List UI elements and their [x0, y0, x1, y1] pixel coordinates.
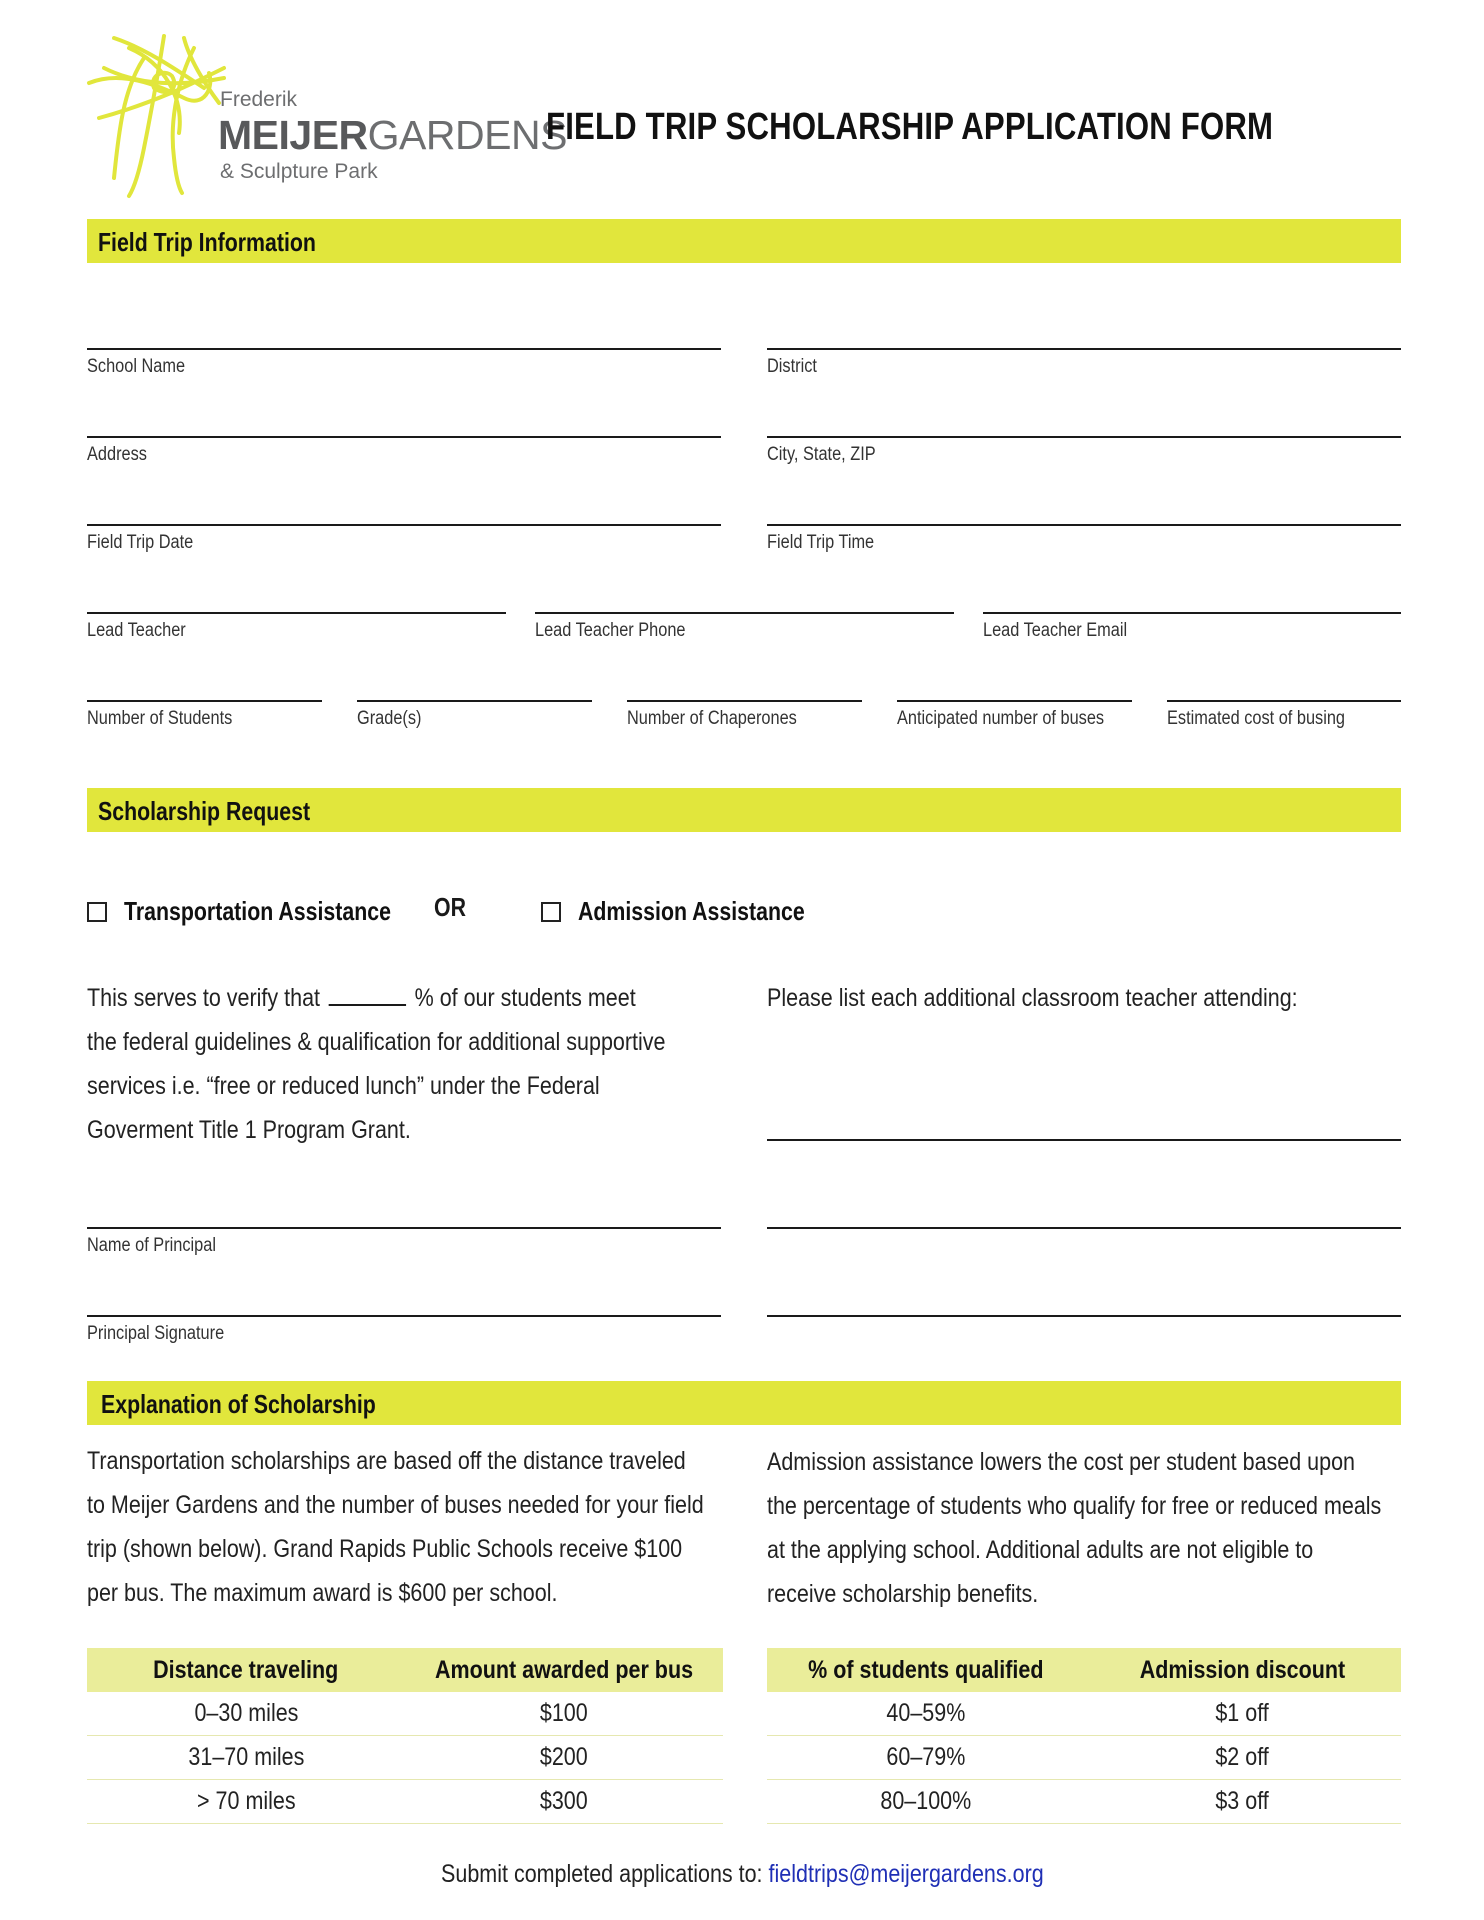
section-header-scholarship-request — [87, 788, 1401, 832]
section-title: Field Trip Information — [98, 227, 316, 257]
field-label: Anticipated number of buses — [897, 708, 1105, 729]
address-field[interactable] — [87, 436, 721, 466]
footer-text: Submit completed applications to: — [440, 1860, 763, 1888]
section-title: Explanation of Scholarship — [101, 1389, 376, 1419]
table-header-row — [767, 1648, 1401, 1692]
city-state-zip-field[interactable] — [767, 436, 1401, 466]
grades-field[interactable] — [357, 700, 592, 730]
additional-teacher-line-1[interactable] — [767, 1139, 1401, 1141]
verify-line-4: Goverment Title 1 Program Grant. — [87, 1116, 411, 1144]
text-line: to Meijer Gardens and the number of buses needed for your field — [87, 1491, 704, 1519]
table-row — [767, 1692, 1401, 1736]
table-cell: $200 — [405, 1736, 723, 1780]
lead-teacher-phone-field[interactable] — [535, 612, 954, 642]
section-header-trip-info — [87, 219, 1401, 263]
verify-text-after: % of our students meet — [414, 984, 636, 1012]
table-cell: 31–70 miles — [87, 1736, 405, 1780]
field-label: Lead Teacher Email — [983, 620, 1128, 641]
num-students-field[interactable] — [87, 700, 322, 730]
text-line: Admission assistance lowers the cost per student based upon — [767, 1448, 1355, 1476]
trip-time-field[interactable] — [767, 524, 1401, 554]
table-row — [767, 1736, 1401, 1780]
field-label: Address — [87, 444, 147, 465]
field-label: Principal Signature — [87, 1323, 225, 1344]
field-label: Field Trip Date — [87, 532, 194, 553]
district-field[interactable] — [767, 348, 1401, 378]
principal-name-field[interactable] — [87, 1227, 721, 1257]
logo-brand-text: MEIJERGARDENS — [218, 112, 567, 158]
field-label: Number of Chaperones — [627, 708, 797, 729]
additional-teacher-line-2[interactable] — [767, 1227, 1401, 1229]
transportation-assistance-checkbox[interactable] — [87, 896, 450, 927]
additional-teacher-line-3[interactable] — [767, 1315, 1401, 1317]
table-cell: > 70 miles — [87, 1780, 405, 1824]
table-row — [767, 1780, 1401, 1824]
principal-signature-field[interactable] — [87, 1315, 721, 1345]
field-label: District — [767, 356, 817, 377]
table-cell: 40–59% — [767, 1692, 1084, 1736]
checkbox-box[interactable] — [541, 902, 561, 922]
checkbox-box[interactable] — [87, 902, 107, 922]
field-label: Lead Teacher Phone — [535, 620, 686, 641]
verify-line-2: the federal guidelines & qualification for additional supportive — [87, 1028, 666, 1056]
field-label: Number of Students — [87, 708, 233, 729]
column-header: Admission discount — [1084, 1648, 1401, 1692]
text-line: Transportation scholarships are based off the distance traveled — [87, 1447, 686, 1475]
admission-discount-table — [767, 1648, 1401, 1824]
verification-statement — [87, 976, 706, 1152]
busing-cost-field[interactable] — [1167, 700, 1401, 730]
verify-text-before: This serves to verify that — [87, 984, 321, 1012]
field-label: Grade(s) — [357, 708, 422, 729]
text-line: the percentage of students who qualify for free or reduced meals — [767, 1492, 1382, 1520]
column-header: % of students qualified — [767, 1648, 1084, 1692]
verify-line-3: services i.e. “free or reduced lunch” under the Federal — [87, 1072, 600, 1100]
text-line: trip (shown below). Grand Rapids Public Schools receive $100 — [87, 1535, 683, 1563]
field-label: Field Trip Time — [767, 532, 875, 553]
table-cell: $1 off — [1084, 1692, 1401, 1736]
field-label: Name of Principal — [87, 1235, 216, 1256]
percent-blank-input[interactable] — [329, 986, 406, 1006]
table-cell: $300 — [405, 1780, 723, 1824]
school-name-field[interactable] — [87, 348, 721, 378]
num-buses-field[interactable] — [897, 700, 1132, 730]
submission-footer — [0, 1860, 1484, 1889]
checkbox-label: Admission Assistance — [578, 896, 805, 926]
admission-assistance-checkbox[interactable] — [541, 896, 854, 927]
logo-frederik-text: Frederik — [220, 88, 298, 111]
table-cell: $2 off — [1084, 1736, 1401, 1780]
sculpture-scribble-icon — [84, 28, 234, 200]
table-cell: 0–30 miles — [87, 1692, 405, 1736]
trip-date-field[interactable] — [87, 524, 721, 554]
column-header: Amount awarded per bus — [405, 1648, 723, 1692]
checkbox-label: Transportation Assistance — [124, 896, 391, 926]
table-cell: 60–79% — [767, 1736, 1084, 1780]
logo-sculpture-park-text: & Sculpture Park — [220, 160, 378, 183]
lead-teacher-field[interactable] — [87, 612, 506, 642]
table-row — [87, 1780, 723, 1824]
text-line: per bus. The maximum award is $600 per school. — [87, 1579, 558, 1607]
transportation-explanation — [87, 1439, 723, 1615]
field-label: School Name — [87, 356, 186, 377]
table-cell: 80–100% — [767, 1780, 1084, 1824]
table-row — [87, 1736, 723, 1780]
table-header-row — [87, 1648, 723, 1692]
page-title: FIELD TRIP SCHOLARSHIP APPLICATION FORM — [546, 106, 1274, 148]
text-line: at the applying school. Additional adults are not eligible to — [767, 1536, 1314, 1564]
table-cell: $3 off — [1084, 1780, 1401, 1824]
table-cell: $100 — [405, 1692, 723, 1736]
lead-teacher-email-field[interactable] — [983, 612, 1401, 642]
admission-explanation — [767, 1440, 1403, 1616]
column-header: Distance traveling — [87, 1648, 405, 1692]
submission-email-link[interactable]: fieldtrips@meijergardens.org — [768, 1860, 1044, 1888]
text-line: receive scholarship benefits. — [767, 1580, 1039, 1608]
section-title: Scholarship Request — [98, 796, 311, 826]
table-row — [87, 1692, 723, 1736]
distance-award-table — [87, 1648, 723, 1824]
additional-teachers-prompt: Please list each additional classroom teacher attending: — [767, 984, 1298, 1012]
section-header-explanation — [87, 1381, 1401, 1425]
or-text: OR — [434, 892, 466, 922]
num-chaperones-field[interactable] — [627, 700, 862, 730]
field-label: Lead Teacher — [87, 620, 186, 641]
field-label: Estimated cost of busing — [1167, 708, 1346, 729]
field-label: City, State, ZIP — [767, 444, 876, 465]
meijer-gardens-logo — [84, 28, 567, 200]
